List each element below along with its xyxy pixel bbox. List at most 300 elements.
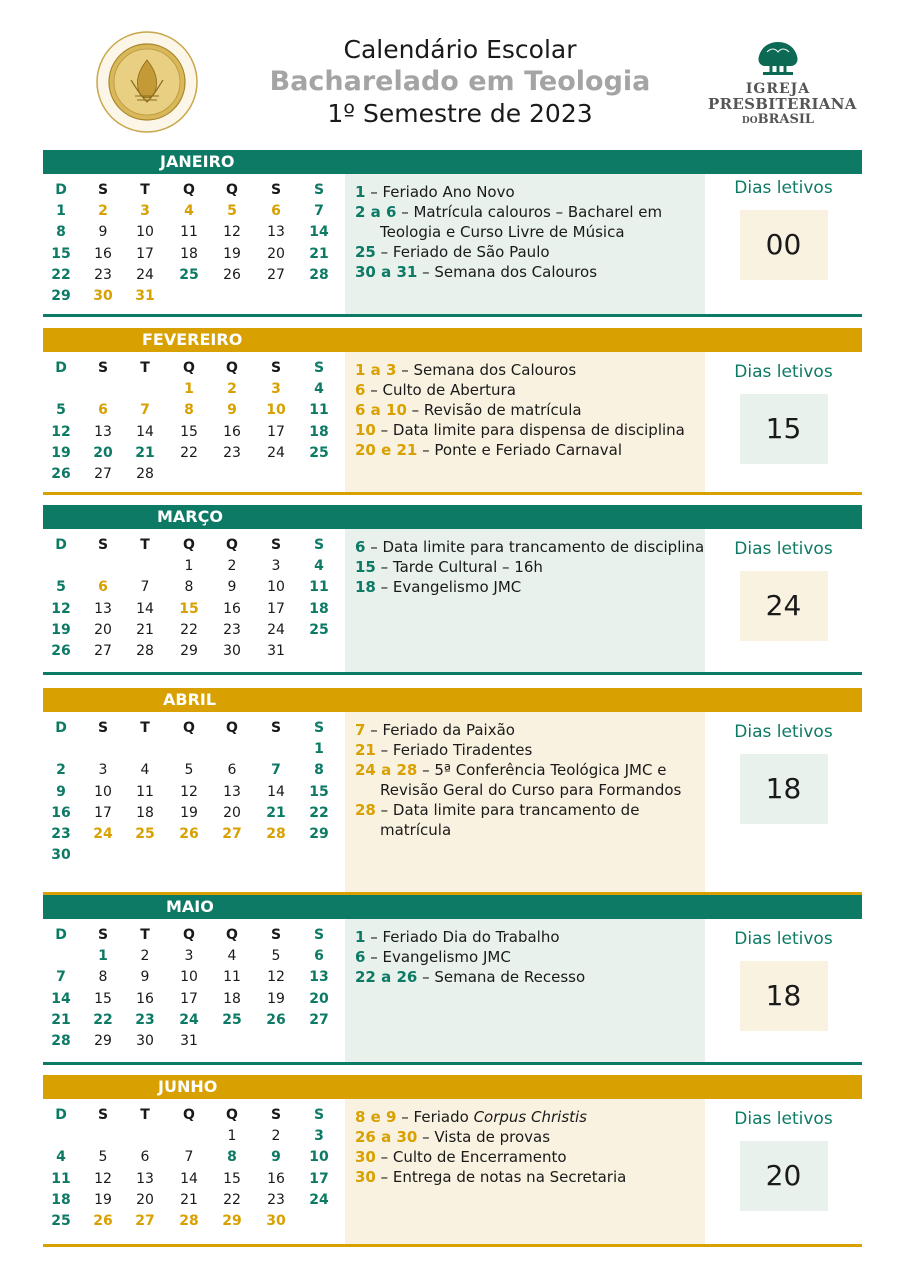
week-row — [43, 577, 343, 598]
day-cell: 23 — [94, 266, 112, 283]
day-cell: 22 — [309, 804, 329, 821]
day-cell: 1 — [56, 203, 66, 220]
weekday-label: D — [55, 720, 67, 736]
event-date: 21 — [355, 741, 376, 759]
week-row — [43, 201, 343, 222]
week-row — [43, 824, 343, 845]
weekday-label: Q — [226, 720, 238, 736]
month-name: JANEIRO — [160, 152, 235, 171]
month-name: ABRIL — [163, 690, 217, 709]
weekday-label: D — [55, 360, 67, 376]
day-cell: 8 — [227, 1149, 237, 1166]
weekday-label: S — [97, 360, 109, 376]
day-cell: 27 — [267, 266, 285, 283]
day-cell: 8 — [314, 762, 324, 779]
day-cell: 12 — [51, 600, 71, 617]
day-cell: 7 — [184, 1149, 194, 1166]
weekday-label: T — [140, 182, 150, 198]
month-header-bar — [43, 328, 862, 352]
day-cell: 30 — [93, 287, 113, 304]
event-date: 1 a 3 — [355, 361, 397, 379]
event-line — [355, 740, 705, 760]
month-header-bar — [43, 895, 862, 919]
event-text: – Culto de Encerramento — [375, 1148, 567, 1166]
event-italic-text: Corpus Christis — [473, 1108, 588, 1126]
event-date: 8 e 9 — [355, 1108, 397, 1126]
day-cell: 14 — [309, 224, 329, 241]
logo-line1: IGREJA — [745, 81, 811, 97]
month-name: JUNHO — [158, 1077, 218, 1096]
event-text: Revisão Geral do Curso para Formandos — [380, 781, 682, 799]
weekday-header — [43, 1105, 343, 1126]
event-date: 10 — [355, 421, 376, 439]
event-line — [355, 720, 705, 740]
day-cell: 10 — [136, 224, 154, 241]
day-cell: 3 — [98, 762, 108, 779]
event-text: – Data limite para trancamento de disciplina — [365, 538, 705, 556]
month-body — [43, 712, 862, 892]
month-block — [43, 328, 862, 492]
day-cell: 3 — [271, 381, 281, 398]
day-cell: 1 — [227, 1128, 237, 1145]
event-text: – Tarde Cultural – 16h — [375, 558, 543, 576]
weekday-label: T — [140, 1107, 150, 1123]
weekday-label: S — [270, 537, 282, 553]
day-cell: 21 — [266, 804, 286, 821]
week-row — [43, 1147, 343, 1168]
event-text: – Data limite para dispensa de disciplina — [375, 421, 685, 439]
day-cell: 21 — [180, 1191, 198, 1208]
event-line — [355, 182, 705, 202]
day-cell: 27 — [309, 1011, 329, 1028]
day-cell: 9 — [271, 1149, 281, 1166]
day-cell: 23 — [223, 444, 241, 461]
day-cell: 25 — [179, 266, 199, 283]
month-header-bar — [43, 505, 862, 529]
month-body — [43, 529, 862, 672]
event-line — [355, 760, 705, 780]
month-header-bar — [43, 150, 862, 174]
day-cell: 10 — [180, 969, 198, 986]
day-cell: 29 — [51, 287, 71, 304]
day-cell: 30 — [223, 642, 241, 659]
day-cell: 10 — [267, 579, 285, 596]
week-row — [43, 244, 343, 265]
day-cell: 13 — [309, 969, 329, 986]
day-cell: 26 — [51, 642, 71, 659]
day-cell: 17 — [267, 423, 285, 440]
month-divider — [43, 1244, 862, 1247]
event-line — [355, 577, 705, 597]
event-line — [355, 400, 705, 420]
day-cell: 18 — [136, 804, 154, 821]
day-cell: 14 — [136, 423, 154, 440]
day-cell: 8 — [98, 969, 108, 986]
event-line — [355, 1147, 705, 1167]
events-panel — [345, 529, 705, 672]
day-cell: 19 — [267, 990, 285, 1007]
event-text: – Evangelismo JMC — [365, 948, 511, 966]
event-text: – Evangelismo JMC — [375, 578, 522, 596]
day-cell: 6 — [314, 948, 324, 965]
event-date: 6 a 10 — [355, 401, 407, 419]
day-cell: 28 — [136, 642, 154, 659]
school-days-panel — [705, 712, 862, 824]
day-cell: 24 — [93, 825, 113, 842]
day-cell: 15 — [309, 783, 329, 800]
month-divider — [43, 1062, 862, 1065]
weekday-label: T — [140, 720, 150, 736]
day-cell: 24 — [267, 621, 285, 638]
day-cell: 8 — [184, 579, 194, 596]
weekday-label: D — [55, 537, 67, 553]
weekday-label: Q — [183, 537, 195, 553]
day-cell: 21 — [309, 245, 329, 262]
school-days-panel — [705, 919, 862, 1031]
month-body — [43, 352, 862, 492]
day-cell: 16 — [223, 423, 241, 440]
weekday-label: S — [270, 927, 282, 943]
school-days-panel — [705, 352, 862, 464]
event-date: 26 a 30 — [355, 1128, 418, 1146]
day-cell: 17 — [180, 990, 198, 1007]
week-row — [43, 1126, 343, 1147]
day-cell: 11 — [51, 1170, 71, 1187]
weekday-label: Q — [183, 720, 195, 736]
day-cell: 2 — [227, 558, 237, 575]
event-text: – Feriado Tiradentes — [375, 741, 533, 759]
day-cell: 24 — [267, 444, 285, 461]
day-cell: 2 — [140, 948, 150, 965]
weekday-label: Q — [183, 360, 195, 376]
month-divider — [43, 672, 862, 675]
day-cell: 9 — [140, 969, 150, 986]
event-date: 18 — [355, 578, 376, 596]
day-cell: 11 — [180, 224, 198, 241]
day-cell: 14 — [51, 990, 71, 1007]
day-cell: 29 — [180, 642, 198, 659]
day-cell: 4 — [314, 558, 324, 575]
day-cell: 25 — [51, 1212, 71, 1229]
day-cell: 17 — [136, 245, 154, 262]
weekday-header — [43, 180, 343, 201]
day-cell: 10 — [309, 1149, 329, 1166]
day-cell: 7 — [314, 203, 324, 220]
day-cell: 2 — [98, 203, 108, 220]
day-cell: 6 — [98, 579, 108, 596]
day-cell: 7 — [271, 762, 281, 779]
event-line — [355, 780, 705, 800]
event-line — [355, 1107, 705, 1127]
week-row — [43, 641, 343, 662]
event-line — [355, 380, 705, 400]
event-date: 30 — [355, 1148, 376, 1166]
month-header-bar — [43, 1075, 862, 1099]
month-divider — [43, 492, 862, 495]
day-cell: 20 — [94, 621, 112, 638]
weekday-label: S — [97, 927, 109, 943]
week-row — [43, 443, 343, 464]
event-text: – Culto de Abertura — [365, 381, 516, 399]
week-row — [43, 422, 343, 443]
day-cell: 20 — [223, 804, 241, 821]
school-days-label: Dias letivos — [734, 1109, 833, 1129]
day-cell: 19 — [51, 621, 71, 638]
event-date: 1 — [355, 928, 366, 946]
event-line — [355, 242, 705, 262]
day-cell: 13 — [94, 423, 112, 440]
week-row — [43, 400, 343, 421]
event-date: 7 — [355, 721, 366, 739]
day-cell: 31 — [135, 287, 155, 304]
day-cell: 13 — [136, 1170, 154, 1187]
day-cell: 17 — [309, 1170, 329, 1187]
day-cell: 4 — [184, 203, 194, 220]
day-cell: 25 — [135, 825, 155, 842]
calendar-grid — [43, 180, 343, 307]
week-row — [43, 967, 343, 988]
day-cell: 25 — [309, 444, 329, 461]
day-cell: 30 — [266, 1212, 286, 1229]
seminary-seal — [95, 30, 199, 134]
day-cell: 20 — [267, 245, 285, 262]
event-line — [355, 262, 705, 282]
day-cell: 18 — [309, 600, 329, 617]
day-cell: 22 — [223, 1191, 241, 1208]
day-cell: 1 — [98, 948, 108, 965]
weekday-label: S — [313, 1107, 325, 1123]
school-days-label: Dias letivos — [734, 929, 833, 949]
weekday-label: S — [97, 720, 109, 736]
day-cell: 2 — [227, 381, 237, 398]
event-line — [355, 947, 705, 967]
weekday-label: D — [55, 1107, 67, 1123]
event-text: – Entrega de notas na Secretaria — [375, 1168, 627, 1186]
school-days-panel — [705, 529, 862, 641]
day-cell: 5 — [56, 402, 66, 419]
weekday-label: S — [270, 360, 282, 376]
weekday-label: S — [270, 720, 282, 736]
week-row — [43, 782, 343, 803]
event-text: – Feriado Dia do Trabalho — [365, 928, 560, 946]
day-cell: 13 — [223, 783, 241, 800]
events-panel — [345, 1099, 705, 1244]
day-cell: 28 — [51, 1032, 71, 1049]
logo-line2: PRESBITERIANA — [708, 95, 857, 113]
event-text: – Semana dos Calouros — [396, 361, 577, 379]
day-cell: 4 — [314, 381, 324, 398]
day-cell: 26 — [223, 266, 241, 283]
day-cell: 19 — [51, 444, 71, 461]
week-row — [43, 464, 343, 485]
day-cell: 9 — [227, 579, 237, 596]
day-cell: 20 — [309, 990, 329, 1007]
day-cell: 12 — [51, 423, 71, 440]
day-cell: 22 — [180, 444, 198, 461]
day-cell: 23 — [267, 1191, 285, 1208]
day-cell: 31 — [267, 642, 285, 659]
event-date: 20 e 21 — [355, 441, 418, 459]
day-cell: 21 — [136, 621, 154, 638]
school-days-count: 15 — [740, 394, 828, 464]
day-cell: 24 — [179, 1011, 199, 1028]
event-text: – Ponte e Feriado Carnaval — [417, 441, 623, 459]
day-cell: 14 — [267, 783, 285, 800]
day-cell: 1 — [314, 741, 324, 758]
event-line — [355, 967, 705, 987]
day-cell: 30 — [51, 847, 71, 864]
day-cell: 11 — [136, 783, 154, 800]
day-cell: 18 — [223, 990, 241, 1007]
weekday-label: S — [313, 720, 325, 736]
day-cell: 10 — [266, 402, 286, 419]
event-date: 1 — [355, 183, 366, 201]
week-row — [43, 1010, 343, 1031]
weekday-label: D — [55, 182, 67, 198]
weekday-header — [43, 535, 343, 556]
day-cell: 5 — [56, 579, 66, 596]
calendar-grid — [43, 718, 343, 866]
event-text: – Feriado de São Paulo — [375, 243, 550, 261]
day-cell: 26 — [179, 825, 199, 842]
events-panel — [345, 352, 705, 492]
weekday-header — [43, 358, 343, 379]
day-cell: 11 — [223, 969, 241, 986]
church-logo — [708, 38, 857, 134]
day-cell: 6 — [140, 1149, 150, 1166]
weekday-label: T — [140, 360, 150, 376]
events-panel — [345, 712, 705, 892]
calendar-grid — [43, 535, 343, 662]
day-cell: 15 — [51, 245, 71, 262]
day-cell: 22 — [51, 266, 71, 283]
day-cell: 13 — [267, 224, 285, 241]
event-text: matrícula — [380, 821, 452, 839]
weekday-label: S — [97, 537, 109, 553]
event-date: 28 — [355, 801, 376, 819]
week-row — [43, 222, 343, 243]
day-cell: 4 — [140, 762, 150, 779]
day-cell: 19 — [180, 804, 198, 821]
event-text: – Semana de Recesso — [417, 968, 586, 986]
weekday-label: Q — [226, 182, 238, 198]
day-cell: 22 — [93, 1011, 113, 1028]
event-text: – Semana dos Calouros — [417, 263, 598, 281]
day-cell: 5 — [271, 948, 281, 965]
week-row — [43, 1169, 343, 1190]
day-cell: 12 — [94, 1170, 112, 1187]
day-cell: 26 — [266, 1011, 286, 1028]
events-panel — [345, 919, 705, 1062]
weekday-label: Q — [226, 927, 238, 943]
day-cell: 2 — [56, 762, 66, 779]
day-cell: 18 — [309, 423, 329, 440]
day-cell: 1 — [184, 558, 194, 575]
day-cell: 13 — [94, 600, 112, 617]
weekday-label: S — [313, 927, 325, 943]
day-cell: 17 — [267, 600, 285, 617]
day-cell: 24 — [136, 266, 154, 283]
school-days-count: 24 — [740, 571, 828, 641]
event-date: 30 a 31 — [355, 263, 418, 281]
day-cell: 16 — [267, 1170, 285, 1187]
event-line — [355, 1127, 705, 1147]
month-name: FEVEREIRO — [142, 330, 243, 349]
day-cell: 18 — [51, 1191, 71, 1208]
day-cell: 8 — [184, 402, 194, 419]
event-date: 30 — [355, 1168, 376, 1186]
day-cell: 30 — [136, 1032, 154, 1049]
day-cell: 16 — [223, 600, 241, 617]
event-date: 15 — [355, 558, 376, 576]
event-date: 6 — [355, 381, 366, 399]
day-cell: 26 — [51, 465, 71, 482]
day-cell: 14 — [180, 1170, 198, 1187]
week-row — [43, 265, 343, 286]
event-date: 25 — [355, 243, 376, 261]
day-cell: 6 — [271, 203, 281, 220]
event-date: 6 — [355, 538, 366, 556]
event-line — [355, 360, 705, 380]
event-date: 2 a 6 — [355, 203, 397, 221]
event-text: – Feriado Ano Novo — [365, 183, 515, 201]
day-cell: 17 — [94, 804, 112, 821]
school-days-count: 20 — [740, 1141, 828, 1211]
day-cell: 20 — [136, 1191, 154, 1208]
logo-line3: DOBRASIL — [741, 112, 815, 127]
day-cell: 5 — [227, 203, 237, 220]
day-cell: 19 — [223, 245, 241, 262]
course-subtitle: Bacharelado em Teologia — [269, 66, 651, 97]
weekday-label: S — [97, 1107, 109, 1123]
weekday-label: S — [270, 1107, 282, 1123]
day-cell: 29 — [222, 1212, 242, 1229]
day-cell: 15 — [179, 600, 199, 617]
month-divider — [43, 314, 862, 317]
weekday-label: T — [140, 537, 150, 553]
event-line — [355, 1167, 705, 1187]
event-line — [355, 820, 705, 840]
event-text: – Revisão de matrícula — [406, 401, 582, 419]
month-name: MARÇO — [157, 507, 223, 526]
week-row — [43, 620, 343, 641]
day-cell: 8 — [56, 224, 66, 241]
weekday-label: Q — [183, 182, 195, 198]
day-cell: 3 — [314, 1128, 324, 1145]
event-line — [355, 557, 705, 577]
calendar-grid — [43, 358, 343, 485]
weekday-label: S — [97, 182, 109, 198]
day-cell: 10 — [94, 783, 112, 800]
day-cell: 15 — [223, 1170, 241, 1187]
weekday-label: Q — [183, 927, 195, 943]
school-days-label: Dias letivos — [734, 722, 833, 742]
day-cell: 3 — [271, 558, 281, 575]
day-cell: 25 — [309, 621, 329, 638]
weekday-label: Q — [226, 1107, 238, 1123]
month-header-bar — [43, 688, 862, 712]
day-cell: 4 — [56, 1149, 66, 1166]
calendar-grid — [43, 1105, 343, 1232]
day-cell: 21 — [51, 1011, 71, 1028]
day-cell: 21 — [135, 444, 155, 461]
week-row — [43, 760, 343, 781]
day-cell: 7 — [140, 402, 150, 419]
week-row — [43, 845, 343, 866]
day-cell: 4 — [227, 948, 237, 965]
day-cell: 11 — [309, 579, 329, 596]
day-cell: 11 — [309, 402, 329, 419]
